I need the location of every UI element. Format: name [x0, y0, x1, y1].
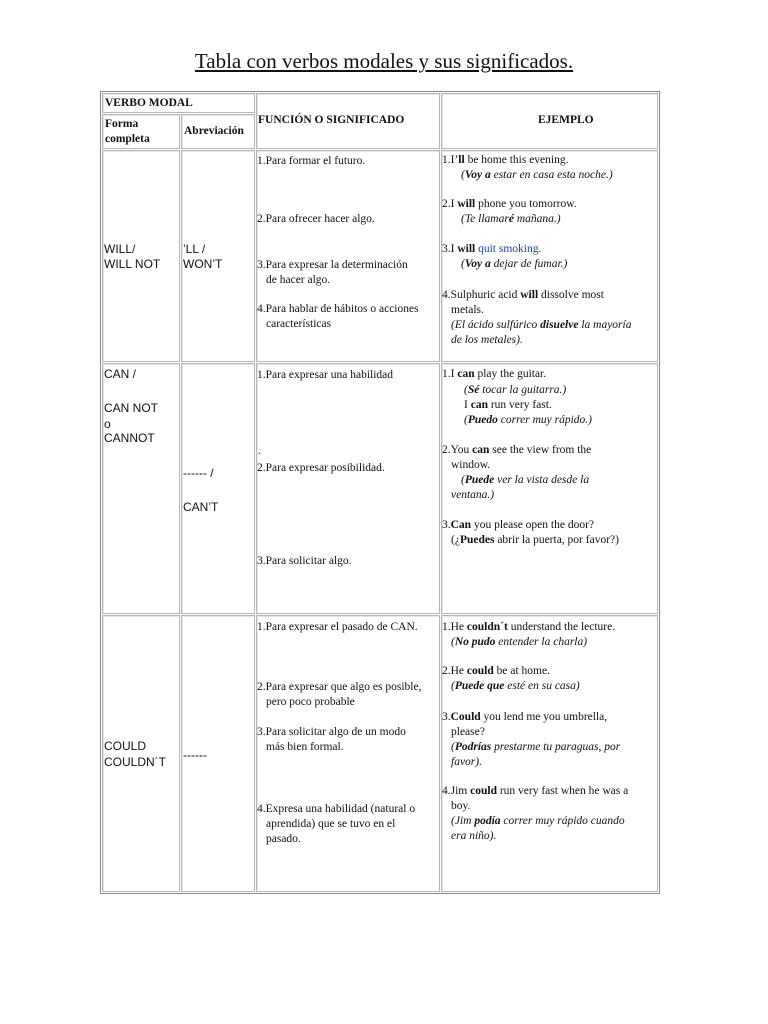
header-ejemplo	[441, 93, 658, 149]
will-ejemplo-1-trad: (Voy a estar en casa esta noche.)	[461, 169, 613, 181]
could-ejemplo-1-trad: (No pudo entender la charla)	[451, 636, 588, 648]
will-ejemplo-1: 1.I’ll be home this evening.	[442, 154, 569, 166]
could-funcion-4a: 4.Expresa una habilidad (natural o	[257, 803, 416, 815]
could-ejemplo-4-trad-b: era niño).	[451, 830, 497, 842]
will-forma-2: WILL NOT	[104, 257, 161, 271]
could-forma-1: COULD	[104, 739, 147, 753]
could-abrev-cell	[181, 615, 255, 892]
could-funcion-3a: 3.Para solicitar algo de un modo	[257, 726, 406, 738]
could-ejemplo-3b: please?	[451, 726, 485, 738]
will-ejemplo-4-trad: (El ácido sulfúrico disuelve la mayoría	[451, 319, 632, 331]
will-ejemplo-4b: metals.	[451, 304, 484, 316]
could-ejemplo-4b: boy.	[451, 800, 471, 812]
header-verbo-modal	[102, 93, 255, 113]
can-funcion-cell	[256, 363, 440, 614]
will-funcion-3b: de hacer algo.	[266, 274, 331, 286]
could-funcion-4c: pasado.	[266, 833, 301, 845]
will-funcion-cell	[256, 150, 440, 362]
page-title: Tabla con verbos modales y sus significados.	[194, 49, 574, 73]
could-ejemplo-3: 3.Could you lend me you umbrella,	[442, 711, 608, 723]
can-funcion-dot: .	[258, 445, 261, 457]
can-ejemplo-1-trad: (Sé tocar la guitarra.)	[464, 384, 567, 396]
could-funcion-cell	[256, 615, 440, 892]
will-forma-1: WILL/	[104, 242, 136, 256]
can-abrev-1: ------ /	[183, 466, 214, 480]
could-funcion-2a: 2.Para expresar que algo es posible,	[257, 681, 422, 693]
can-ejemplo-3-trad: (¿Puedes abrir la puerta, por favor?)	[451, 534, 619, 546]
can-ejemplo-1b-trad: (Puedo correr muy rápido.)	[464, 414, 592, 426]
can-forma-1: CAN /	[104, 367, 137, 381]
will-ejemplo-4-trad-b: de los metales).	[451, 334, 523, 346]
will-abrev-cell	[181, 150, 255, 362]
can-ejemplo-2-trad-b: ventana.)	[451, 489, 495, 501]
could-funcion-1: 1.Para expresar el pasado de CAN.	[257, 621, 418, 633]
could-funcion-4b: aprendida) que se tuvo en el	[266, 818, 396, 830]
can-ejemplo-1b: I can run very fast.	[464, 399, 552, 411]
will-funcion-4a: 4.Para hablar de hábitos o acciones	[257, 303, 419, 315]
could-abrev-1: ------	[183, 748, 207, 762]
could-funcion-3b: más bien formal.	[266, 741, 344, 753]
header-forma-completa	[102, 114, 180, 149]
header-forma-label-2: completa	[105, 133, 150, 145]
can-ejemplo-1: 1.I can play the guitar.	[442, 368, 547, 380]
will-ejemplo-3: 3.I will quit smoking.	[442, 243, 542, 255]
could-ejemplo-2-trad: (Puede que esté en su casa)	[451, 680, 580, 692]
could-ejemplo-4: 4.Jim could run very fast when he was a	[442, 785, 629, 797]
will-ejemplo-3-trad: (Voy a dejar de fumar.)	[461, 258, 568, 270]
header-verbo-modal-label: VERBO MODAL	[105, 97, 193, 109]
header-ejemplo-label: EJEMPLO	[538, 114, 594, 126]
header-funcion-label: FUNCIÓN O SIGNIFICADO	[258, 114, 405, 126]
can-forma-4: CANNOT	[104, 431, 155, 445]
will-funcion-2: 2.Para ofrecer hacer algo.	[257, 213, 375, 225]
will-funcion-3a: 3.Para expresar la determinación	[257, 259, 408, 271]
will-ejemplo-4: 4.Sulphuric acid will dissolve most	[442, 289, 604, 301]
could-ejemplo-4-trad: (Jim podía correr muy rápido cuando	[451, 815, 625, 827]
could-forma-2: COULDN´T	[104, 755, 166, 769]
can-abrev-2: CAN’T	[183, 500, 219, 514]
can-ejemplo-2b: window.	[451, 459, 491, 471]
can-funcion-3: 3.Para solicitar algo.	[257, 555, 352, 567]
could-ejemplo-cell	[441, 615, 658, 892]
will-abrev-2: WON’T	[183, 257, 223, 271]
could-ejemplo-1: 1.He couldn´t understand the lecture.	[442, 621, 616, 633]
header-abreviacion	[181, 114, 255, 149]
could-ejemplo-2: 2.He could be at home.	[442, 665, 550, 677]
can-ejemplo-2: 2.You can see the view from the	[442, 444, 592, 456]
will-forma-cell	[102, 150, 180, 362]
could-ejemplo-3-trad: (Podrías prestarme tu paraguas, por	[451, 741, 621, 753]
could-forma-cell	[102, 615, 180, 892]
can-ejemplo-3: 3.Can you please open the door?	[442, 519, 595, 531]
can-ejemplo-2-trad: (Puede ver la vista desde la	[461, 474, 590, 486]
could-funcion-2b: pero poco probable	[266, 696, 355, 708]
will-funcion-1: 1.Para formar el futuro.	[257, 155, 366, 167]
can-funcion-1: 1.Para expresar una habilidad	[257, 369, 394, 381]
will-ejemplo-2: 2.I will phone you tomorrow.	[442, 198, 577, 210]
header-forma-label-1: Forma	[105, 118, 139, 130]
can-ejemplo-cell	[441, 363, 658, 614]
header-abreviacion-label: Abreviación	[184, 125, 244, 137]
header-funcion	[256, 93, 440, 149]
will-abrev-1: ’LL /	[183, 242, 206, 256]
can-forma-2: CAN NOT	[104, 401, 158, 415]
could-ejemplo-3-trad-b: favor).	[451, 756, 482, 768]
can-forma-3: o	[104, 417, 111, 431]
can-funcion-2: 2.Para expresar posibilidad.	[257, 462, 385, 474]
will-ejemplo-cell	[441, 150, 658, 362]
will-ejemplo-2-trad: (Te llamaré mañana.)	[461, 213, 561, 225]
can-forma-cell	[102, 363, 180, 614]
will-funcion-4b: características	[266, 318, 332, 330]
can-abrev-cell	[181, 363, 255, 614]
